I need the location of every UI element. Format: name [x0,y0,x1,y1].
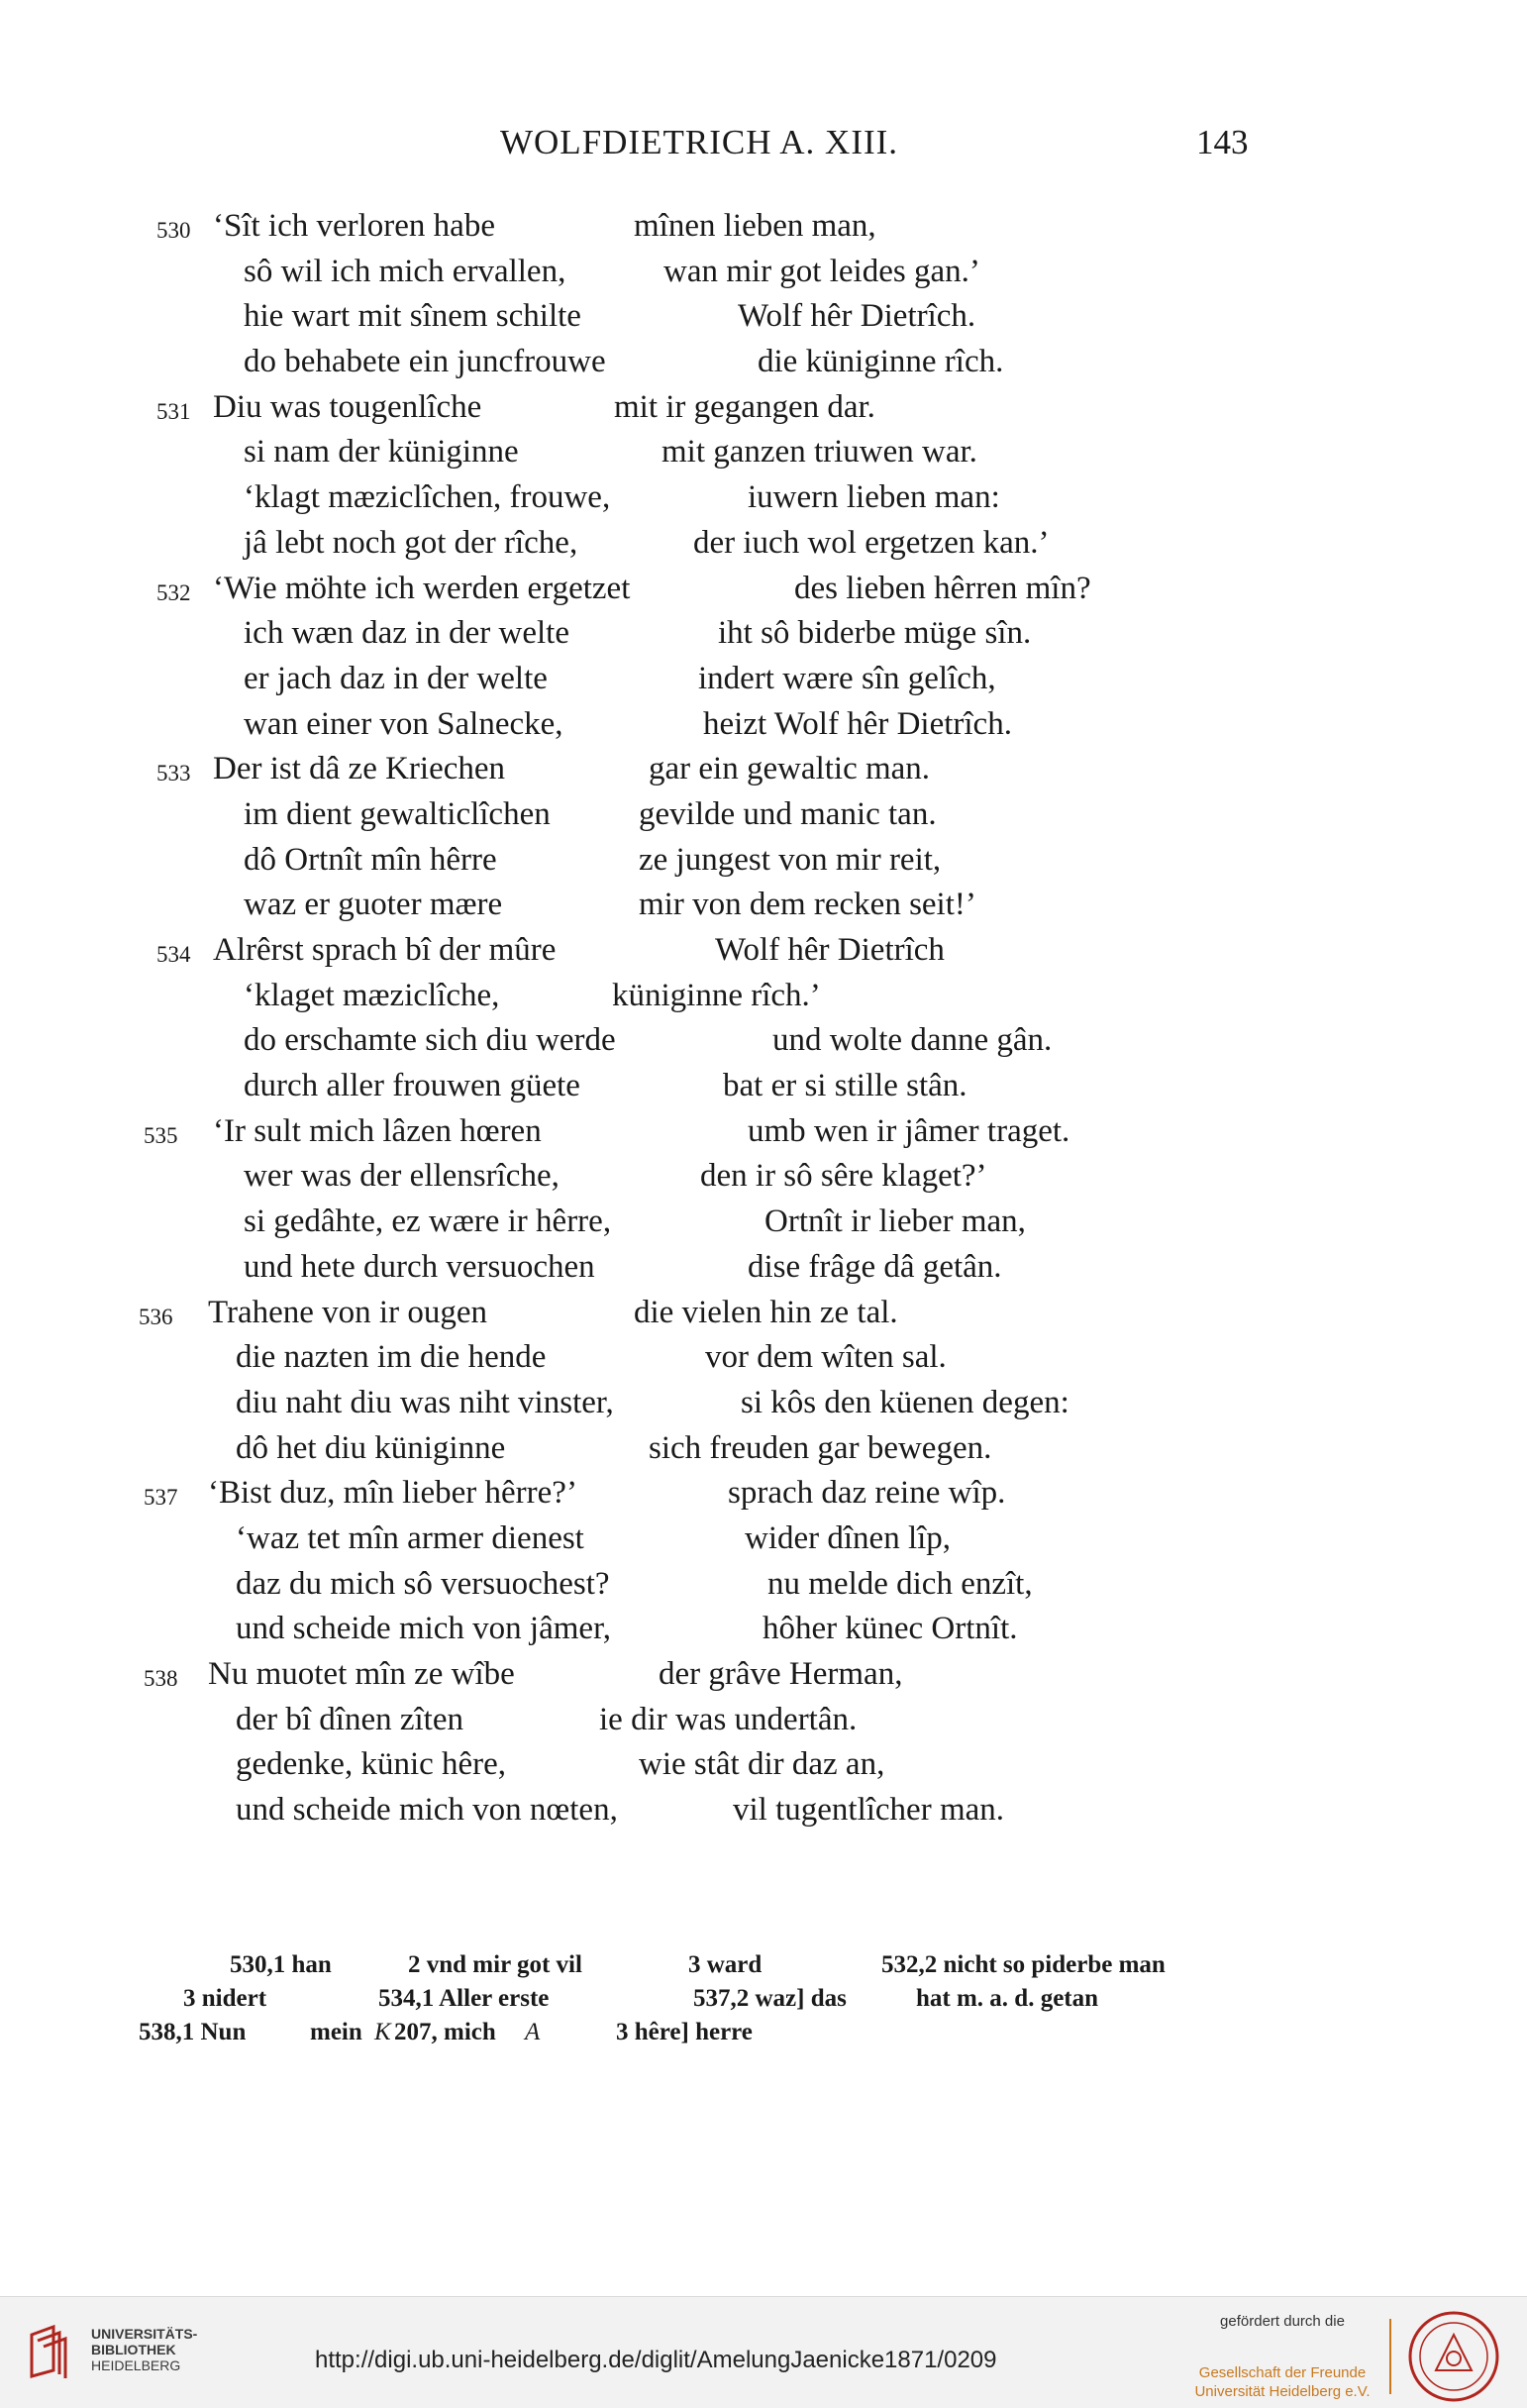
verse-line [0,344,1527,389]
verse-first-half: er jach daz in der welte [244,660,548,696]
manuscript-siglum: K [374,2019,391,2045]
library-name [91,2326,197,2373]
apparatus-line [0,1951,1527,1985]
verse-first-half: Nu muotet mîn ze wîbe [208,1656,515,1692]
verse-first-half: diu naht diu was niht vinster, [236,1384,614,1420]
divider [1389,2319,1391,2394]
stanza-number: 533 [156,761,191,786]
apparatus-note: 3 nidert [183,1985,267,2012]
library-name-line: UNIVERSITÄTS- [91,2326,198,2342]
verse-second-half: ze jungest von mir reit, [639,841,942,878]
verse-first-half: wer was der ellensrîche, [244,1158,560,1195]
verse-line [0,615,1527,661]
verse-second-half: küniginne rîch.’ [612,977,821,1013]
verse-line [0,254,1527,299]
verse-first-half: ‘klaget mæziclîche, [244,977,500,1013]
verse-first-half: ‘klagt mæziclîchen, frouwe, [244,479,611,516]
verse-second-half: si kôs den küenen degen: [741,1384,1069,1420]
verse-second-half: vor dem wîten sal. [705,1339,947,1376]
page-number: 143 [1196,123,1249,161]
verse-first-half: im dient gewalticlîchen [244,795,551,832]
running-title: WOLFDIETRICH A. XIII. [500,123,899,161]
verse-second-half: wider dînen lîp, [745,1519,952,1556]
verse-line [0,434,1527,479]
stanza-number: 535 [144,1122,178,1148]
verse-line [0,1520,1527,1566]
verse-line [0,706,1527,752]
verse-second-half: sich freuden gar bewegen. [649,1429,992,1466]
verse-first-half: daz du mich sô versuochest? [236,1565,610,1602]
verse-line [0,1295,1527,1340]
verse-second-half: wie stât dir daz an, [639,1746,885,1783]
verse-second-half: der iuch wol ergetzen kan.’ [693,524,1050,561]
verse-line [0,1158,1527,1204]
verse-second-half: vil tugentlîcher man. [733,1792,1005,1829]
verse-first-half: jâ lebt noch got der rîche, [244,524,578,561]
permalink-url[interactable]: http://digi.ub.uni-heidelberg.de/diglit/AmelungJaenicke1871/0209 [315,2347,997,2373]
verse-first-half: und hete durch versuochen [244,1248,595,1285]
verse-second-half: bat er si stille stân. [723,1068,967,1104]
verse-first-half: ‘Bist duz, mîn lieber hêrre?’ [208,1475,577,1512]
verse-second-half: ie dir was undertân. [599,1701,858,1737]
verse-line [0,1339,1527,1385]
verse-second-half: iht sô biderbe müge sîn. [718,615,1032,652]
verse-first-half: die nazten im die hende [236,1339,547,1376]
verse-line [0,525,1527,571]
library-name-line: BIBLIOTHEK [91,2342,176,2357]
verse-first-half: und scheide mich von jâmer, [236,1611,611,1647]
running-head [0,123,1527,172]
verse-first-half: sô wil ich mich ervallen, [244,253,566,289]
digitization-banner [0,2296,1527,2408]
verse-first-half: und scheide mich von nœten, [236,1792,618,1829]
verse-line [0,1430,1527,1476]
verse-line [0,751,1527,796]
verse-second-half: Wolf hêr Dietrîch [715,932,945,968]
library-name-line: HEIDELBERG [91,2357,181,2373]
verse-second-half: gevilde und manic tan. [639,795,937,832]
verse-line [0,796,1527,842]
verse-line [0,1475,1527,1520]
verse-second-half: mînen lieben man, [634,208,876,244]
apparatus-line [0,1985,1527,2019]
apparatus-note: 3 hêre] herre [616,2019,753,2045]
verse-line [0,1656,1527,1702]
verse-first-half: hie wart mit sînem schilte [244,298,581,335]
verse-line [0,1249,1527,1295]
verse-line [0,887,1527,932]
verse-line [0,479,1527,525]
verse-line [0,1792,1527,1837]
verse-second-half: mit ir gegangen dar. [614,388,875,425]
funder-credit [1169,2313,1396,2401]
verse-second-half: und wolte danne gân. [772,1022,1053,1059]
verse-second-half: indert wære sîn gelîch, [698,660,996,696]
verse-first-half: si gedâhte, ez wære ir hêrre, [244,1204,612,1240]
verse-first-half: ‘Sît ich verloren habe [213,208,495,244]
verse-second-half: mir von dem recken seit!’ [639,887,976,923]
stanza-number: 532 [156,579,191,605]
apparatus-note: 207, mich [394,2019,496,2045]
verse-second-half: nu melde dich enzît, [767,1565,1033,1602]
verse-first-half: do erschamte sich diu werde [244,1022,616,1059]
verse-second-half: sprach daz reine wîp. [728,1475,1006,1512]
verse-first-half: ‘Wie möhte ich werden ergetzet [213,570,631,606]
verse-first-half: der bî dînen zîten [236,1701,464,1737]
verse-line [0,389,1527,435]
verse-block [0,208,1527,1837]
verse-second-half: den ir sô sêre klaget?’ [700,1158,987,1195]
verse-line [0,1385,1527,1430]
verse-line [0,1611,1527,1656]
apparatus-note: hat m. a. d. getan [916,1985,1099,2012]
library-logo-icon [24,2321,83,2380]
verse-first-half: Trahene von ir ougen [208,1294,487,1330]
stanza-number: 534 [156,942,191,967]
verse-first-half: dô Ortnît mîn hêrre [244,841,497,878]
apparatus-line [0,2019,1527,2052]
verse-first-half: waz er guoter mære [244,887,503,923]
verse-second-half: gar ein gewaltic man. [649,751,931,787]
society-name-line: Universität Heidelberg e.V. [1194,2383,1371,2400]
verse-first-half: Der ist dâ ze Kriechen [213,751,506,787]
verse-second-half: hôher künec Ortnît. [763,1611,1018,1647]
verse-second-half: der grâve Herman, [659,1656,903,1692]
verse-second-half: mit ganzen triuwen war. [662,434,977,471]
verse-line [0,1068,1527,1113]
verse-first-half: do behabete ein juncfrouwe [244,344,606,380]
verse-line [0,661,1527,706]
verse-second-half: umb wen ir jâmer traget. [748,1112,1070,1149]
society-name-line: Gesellschaft der Freunde [1198,2364,1367,2381]
verse-second-half: die küniginne rîch. [758,344,1004,380]
verse-line [0,842,1527,888]
manuscript-siglum: A [525,2019,541,2045]
verse-line [0,1022,1527,1068]
stanza-number: 537 [144,1485,178,1511]
verse-first-half: ich wæn daz in der welte [244,615,569,652]
verse-first-half: si nam der küniginne [244,434,519,471]
stanza-number: 536 [139,1304,173,1329]
apparatus-note: mein [310,2019,362,2045]
verse-first-half: gedenke, künic hêre, [236,1746,507,1783]
verse-line [0,298,1527,344]
apparatus-note: 537,2 waz] das [693,1985,847,2012]
apparatus-note: 2 vnd mir got vil [408,1951,582,1978]
verse-second-half: wan mir got leides gan.’ [663,253,980,289]
verse-line [0,1746,1527,1792]
verse-second-half: Wolf hêr Dietrîch. [738,298,976,335]
verse-line [0,208,1527,254]
verse-line [0,1113,1527,1159]
apparatus-note: 3 ward [688,1951,763,1978]
verse-line [0,932,1527,978]
university-seal-icon [1406,2309,1501,2404]
verse-second-half: iuwern lieben man: [748,479,1000,516]
verse-line [0,1702,1527,1747]
verse-first-half: dô het diu küniginne [236,1429,506,1466]
verse-line [0,1566,1527,1612]
verse-first-half: wan einer von Salnecke, [244,705,563,742]
verse-second-half: Ortnît ir lieber man, [764,1204,1026,1240]
verse-second-half: dise frâge dâ getân. [748,1248,1002,1285]
verse-first-half: ‘waz tet mîn armer dienest [236,1519,584,1556]
funded-by-label: gefördert durch die [1220,2313,1345,2330]
stanza-number: 531 [156,398,191,424]
verse-line [0,978,1527,1023]
verse-second-half: die vielen hin ze tal. [634,1294,898,1330]
verse-second-half: des lieben hêrren mîn? [794,570,1091,606]
verse-first-half: durch aller frouwen güete [244,1068,580,1104]
verse-first-half: ‘Ir sult mich lâzen hœren [213,1112,542,1149]
verse-line [0,1204,1527,1249]
stanza-number: 530 [156,218,191,243]
funder-society [1169,2363,1396,2401]
critical-apparatus [0,1951,1527,2052]
verse-second-half: heizt Wolf hêr Dietrîch. [703,705,1012,742]
verse-first-half: Alrêrst sprach bî der mûre [213,932,557,968]
apparatus-note: 534,1 Aller erste [378,1985,550,2012]
stanza-number: 538 [144,1666,178,1691]
verse-first-half: Diu was tougenlîche [213,388,482,425]
apparatus-note: 532,2 nicht so piderbe man [881,1951,1166,1978]
verse-line [0,571,1527,616]
apparatus-note: 538,1 Nun [139,2019,247,2045]
apparatus-note: 530,1 han [230,1951,332,1978]
